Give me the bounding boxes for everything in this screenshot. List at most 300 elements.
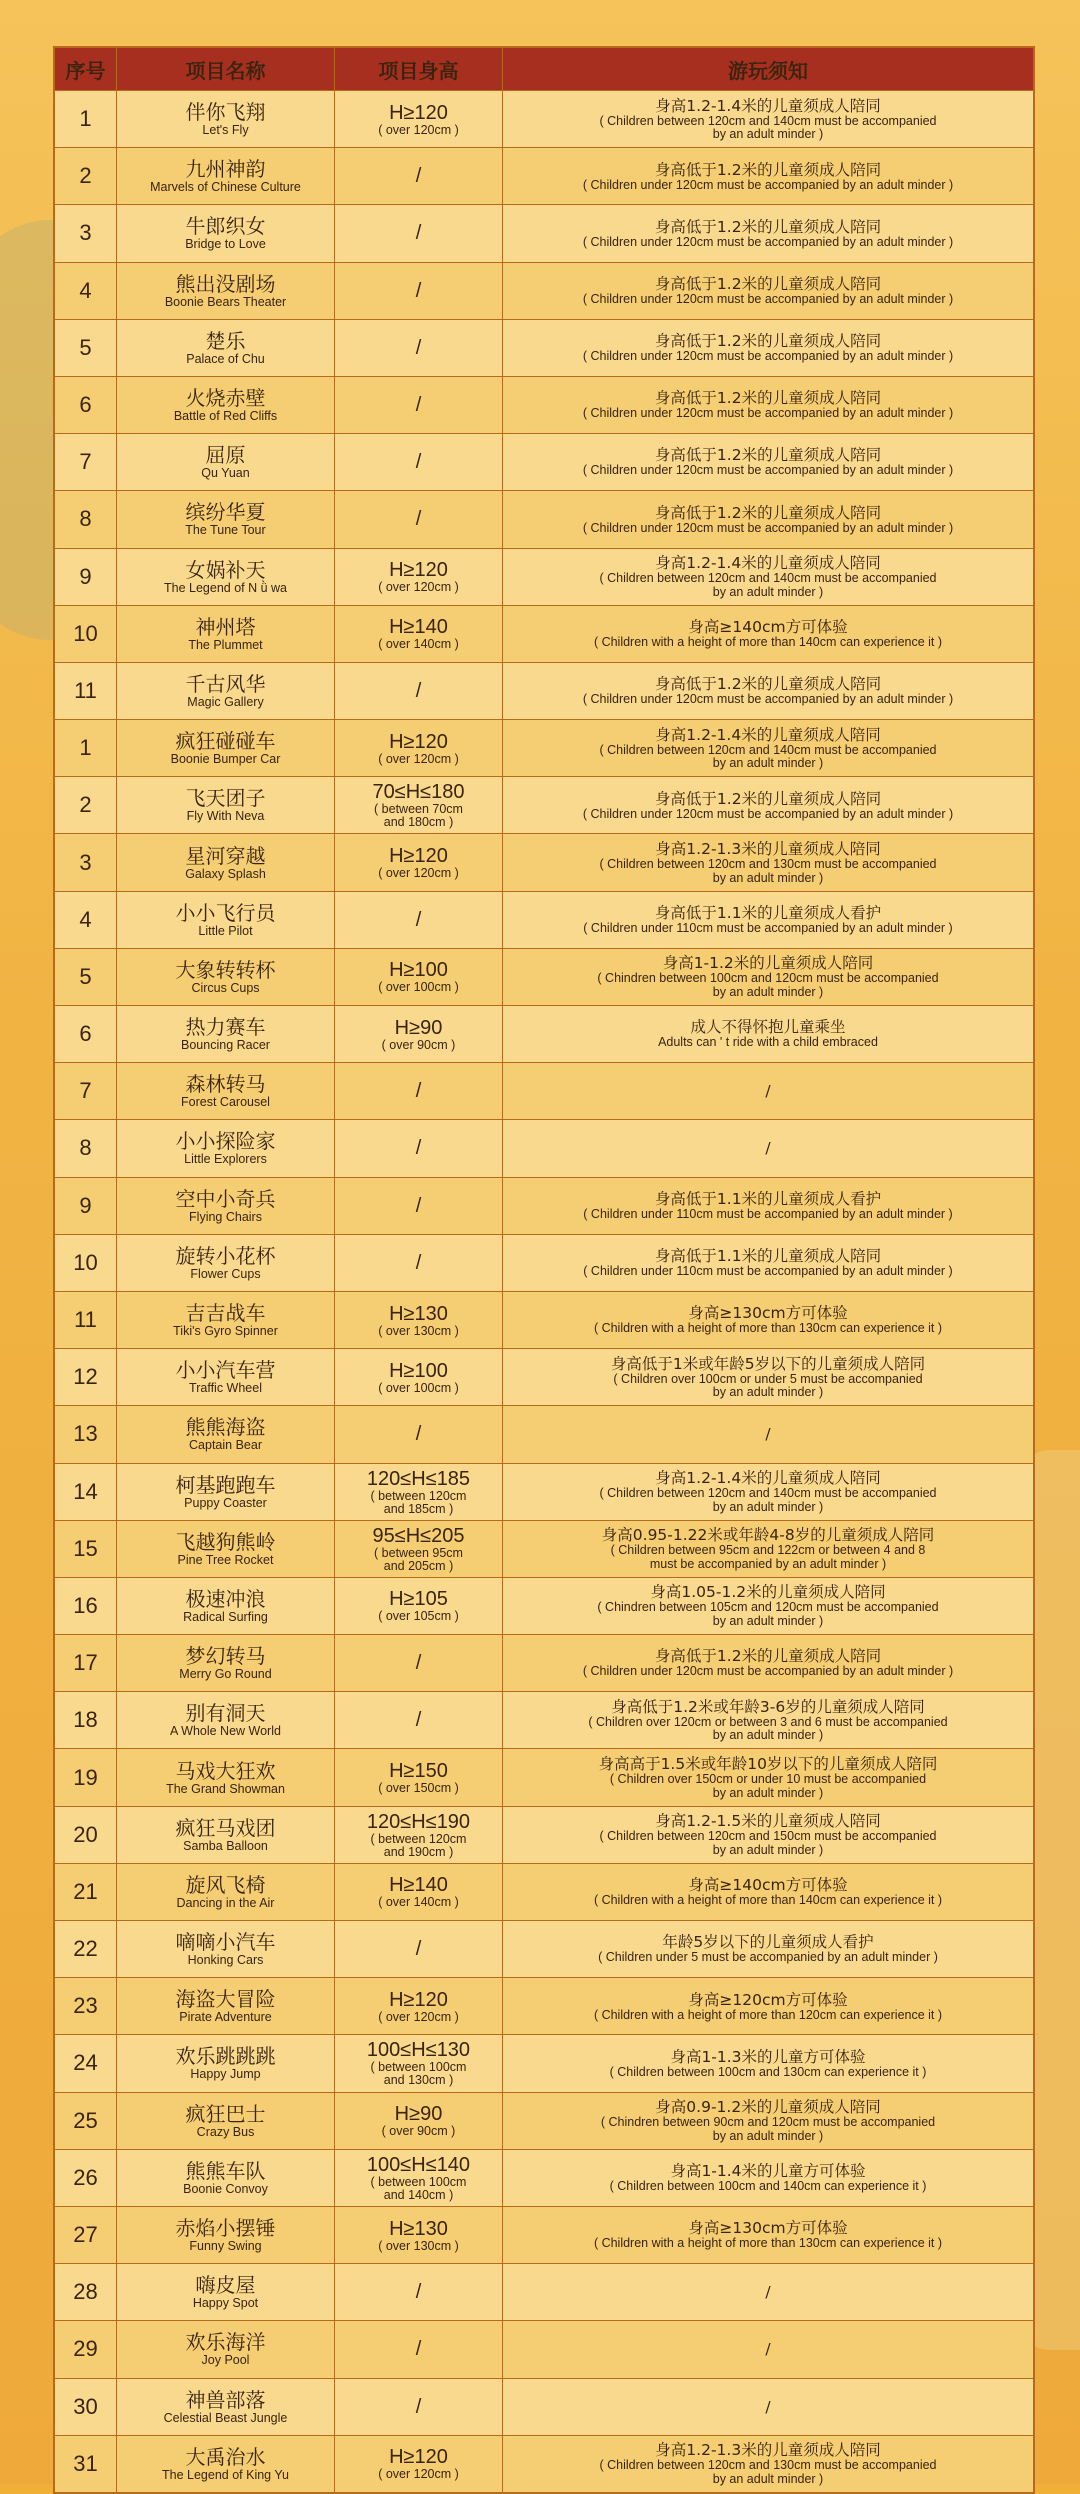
height-requirement: / [415, 336, 422, 359]
attraction-name-cell [117, 2035, 335, 2091]
attraction-name-en: Qu Yuan [201, 466, 250, 481]
table-row [55, 90, 1033, 147]
height-requirement-cell [335, 2150, 503, 2206]
attraction-name-zh: 火烧赤壁 [185, 386, 266, 411]
table-row [55, 1748, 1033, 1805]
attraction-name-cell [117, 2207, 335, 2263]
row-number: 4 [79, 277, 92, 303]
height-requirement-detail: ( over 140cm ) [378, 637, 459, 652]
notice-en: ( Children between 100cm and 140cm can experience it ) [609, 2179, 927, 2194]
table-row [55, 1520, 1033, 1577]
notice-zh: 身高0.95-1.22米或年龄4-8岁的儿童须成人陪同 [601, 1526, 935, 1545]
notice-en: ( Children between 120cm and 140cm must be accompanied by an adult minder ) [599, 113, 937, 142]
row-number-cell [55, 263, 117, 319]
attraction-name-zh: 疯狂马戏团 [175, 1815, 276, 1840]
notice-en: ( Children between 120cm and 150cm must be accompanied by an adult minder ) [599, 1829, 937, 1857]
row-number-cell [55, 1578, 117, 1634]
notice-zh: 身高低于1.2米的儿童须成人陪同 [654, 332, 882, 351]
height-requirement-cell [335, 491, 503, 547]
row-number: 11 [74, 1307, 97, 1333]
row-number: 9 [79, 1192, 92, 1218]
attraction-name-cell [117, 377, 335, 433]
notice-zh: 身高低于1.2米的儿童须成人陪同 [654, 217, 882, 236]
height-requirement-detail: ( over 130cm ) [378, 1323, 459, 1338]
row-number-cell [55, 2150, 117, 2206]
table-body [55, 90, 1033, 2492]
notice-cell [503, 720, 1033, 776]
attraction-name-cell [117, 606, 335, 662]
height-requirement-cell [335, 91, 503, 147]
height-requirement: H≥90 [394, 2103, 443, 2126]
attraction-name-en: Joy Pool [201, 2353, 250, 2368]
notice-zh: / [765, 2340, 771, 2359]
header-no: 序号 [55, 48, 117, 90]
notice-cell [503, 1063, 1033, 1119]
notice-zh: 身高≥130cm方可体验 [688, 1304, 848, 1323]
attraction-name-en: Funny Swing [189, 2239, 262, 2254]
attraction-name-zh: 嗨皮屋 [195, 2273, 256, 2298]
notice-zh: 身高1-1.3米的儿童方可体验 [670, 2047, 866, 2066]
attraction-name-zh: 旋风飞椅 [185, 1872, 266, 1897]
row-number: 7 [79, 449, 92, 475]
table-row [55, 490, 1033, 547]
attraction-name-cell [117, 91, 335, 147]
table-row [55, 1234, 1033, 1291]
attraction-name-zh: 旋转小花杯 [175, 1243, 276, 1268]
height-requirement: / [415, 1080, 422, 1103]
row-number: 29 [73, 2336, 98, 2362]
row-number-cell [55, 2436, 117, 2492]
height-requirement: H≥120 [389, 845, 448, 868]
notice-en: ( Children between 95cm and 122cm or between 4 and 8 must be accompanied by an adult minder ) [610, 1543, 926, 1571]
notice-en: ( Children under 110cm must be accompanied by an adult minder ) [583, 1206, 953, 1221]
table-row [55, 605, 1033, 662]
row-number-cell [55, 434, 117, 490]
height-requirement: H≥120 [389, 1988, 448, 2011]
row-number-cell [55, 1692, 117, 1748]
notice-cell [503, 2150, 1033, 2206]
row-number-cell [55, 2035, 117, 2091]
row-number: 15 [73, 1535, 98, 1561]
height-requirement-cell [335, 1292, 503, 1348]
attraction-name-zh: 小小探险家 [175, 1129, 276, 1154]
row-number: 5 [79, 334, 92, 360]
height-requirement: / [415, 1137, 422, 1160]
height-requirement: / [415, 1652, 422, 1675]
attraction-name-cell [117, 2093, 335, 2149]
attraction-name-zh: 屈原 [205, 443, 246, 468]
height-requirement-cell [335, 549, 503, 605]
row-number: 2 [79, 792, 92, 818]
height-requirement-cell [335, 1464, 503, 1520]
height-requirement-detail: ( between 120cm and 190cm ) [370, 1831, 467, 1859]
attraction-name-cell [117, 434, 335, 490]
attraction-name-en: The Tune Tour [185, 523, 266, 538]
height-requirement-detail: ( between 70cm and 180cm ) [374, 802, 463, 830]
height-requirement-cell [335, 1235, 503, 1291]
height-requirement-cell [335, 148, 503, 204]
attraction-name-en: Bouncing Racer [181, 1038, 270, 1053]
attraction-name-en: Marvels of Chinese Culture [150, 180, 301, 195]
attraction-name-cell [117, 1921, 335, 1977]
table-row [55, 1977, 1033, 2034]
header-notice: 游玩须知 [728, 58, 808, 83]
row-number-cell [55, 892, 117, 948]
height-requirement-detail: ( over 90cm ) [381, 2124, 456, 2139]
table-row [55, 1405, 1033, 1462]
attraction-name-zh: 熊熊车队 [185, 2158, 266, 2183]
height-requirement: / [415, 2281, 422, 2304]
notice-zh: 身高1-1.2米的儿童须成人陪同 [662, 954, 874, 973]
notice-cell [503, 148, 1033, 204]
attraction-name-cell [117, 1978, 335, 2034]
row-number: 10 [73, 620, 98, 646]
notice-cell [503, 1749, 1033, 1805]
row-number-cell [55, 1864, 117, 1920]
attraction-name-en: Pine Tree Rocket [177, 1552, 274, 1567]
attraction-name-cell [117, 777, 335, 833]
table-row [55, 319, 1033, 376]
height-requirement-detail: ( between 100cm and 140cm ) [370, 2174, 467, 2202]
attraction-name-cell [117, 1063, 335, 1119]
notice-cell [503, 2436, 1033, 2492]
height-requirement: H≥100 [389, 959, 448, 982]
table-row [55, 891, 1033, 948]
height-requirement: H≥100 [389, 1359, 448, 1382]
attraction-name-cell [117, 205, 335, 261]
height-requirement-cell [335, 949, 503, 1005]
notice-en: ( Children under 120cm must be accompanied by an adult minder ) [582, 806, 954, 821]
height-requirement: 70≤H≤180 [372, 781, 465, 804]
notice-cell [503, 91, 1033, 147]
attraction-name-cell [117, 2436, 335, 2492]
height-requirement-cell [335, 606, 503, 662]
row-number-cell [55, 2264, 117, 2320]
attraction-name-cell [117, 1692, 335, 1748]
row-number: 18 [73, 1707, 98, 1733]
notice-zh: 身高低于1.2米或年龄3-6岁的儿童须成人陪同 [611, 1697, 925, 1716]
row-number: 10 [73, 1249, 98, 1275]
notice-zh: 身高低于1.2米的儿童须成人陪同 [654, 274, 882, 293]
row-number-cell [55, 2379, 117, 2435]
attraction-name-zh: 疯狂碰碰车 [175, 729, 276, 754]
height-requirement-cell [335, 263, 503, 319]
notice-cell [503, 1921, 1033, 1977]
row-number: 7 [79, 1078, 92, 1104]
notice-zh: 身高低于1.2米的儿童须成人陪同 [654, 1647, 882, 1666]
notice-zh: 身高1.05-1.2米的儿童须成人陪同 [650, 1583, 886, 1602]
row-number: 9 [79, 563, 92, 589]
notice-en: ( Children with a height of more than 130cm can experience it ) [593, 2236, 943, 2251]
attraction-name-cell [117, 549, 335, 605]
attraction-name-en: The Legend of King Yu [162, 2467, 289, 2482]
attraction-name-en: Little Pilot [198, 923, 253, 938]
row-number-cell [55, 1521, 117, 1577]
row-number-cell [55, 663, 117, 719]
attraction-name-cell [117, 1635, 335, 1691]
table-row [55, 1920, 1033, 1977]
height-requirement-detail: ( over 120cm ) [378, 122, 459, 137]
notice-cell [503, 377, 1033, 433]
notice-en: ( Children under 5 must be accompanied by an adult minder ) [598, 1950, 938, 1965]
height-requirement-cell [335, 834, 503, 890]
height-requirement-cell [335, 1749, 503, 1805]
attraction-name-en: Happy Spot [192, 2296, 259, 2311]
table-row [55, 2378, 1033, 2435]
notice-cell [503, 606, 1033, 662]
table-row [55, 376, 1033, 433]
height-requirement: / [415, 2395, 422, 2418]
height-requirement-cell [335, 1578, 503, 1634]
notice-cell [503, 2035, 1033, 2091]
height-requirement: / [415, 279, 422, 302]
notice-zh: / [765, 2397, 771, 2416]
notice-cell [503, 1521, 1033, 1577]
attraction-name-cell [117, 1864, 335, 1920]
row-number: 19 [73, 1764, 98, 1790]
table-row [55, 719, 1033, 776]
row-number: 6 [79, 392, 92, 418]
notice-en: ( Children over 150cm or under 10 must be accompanied by an adult minder ) [609, 1772, 927, 1800]
height-requirement-detail: ( over 120cm ) [378, 866, 459, 881]
height-requirement: / [415, 1194, 422, 1217]
table-row [55, 776, 1033, 833]
attraction-name-zh: 小小飞行员 [175, 900, 276, 925]
notice-cell [503, 892, 1033, 948]
table-row [55, 1577, 1033, 1634]
height-requirement-cell [335, 663, 503, 719]
row-number: 12 [73, 1364, 98, 1390]
table-row [55, 1119, 1033, 1176]
height-requirement: H≥140 [389, 1874, 448, 1897]
notice-zh: 身高低于1.1米的儿童须成人看护 [654, 903, 882, 922]
notice-zh: 身高低于1.2米的儿童须成人陪同 [654, 446, 882, 465]
height-requirement: / [415, 1251, 422, 1274]
row-number-cell [55, 1464, 117, 1520]
notice-cell [503, 1406, 1033, 1462]
attraction-name-en: Honking Cars [187, 1953, 264, 1968]
height-requirement-cell [335, 320, 503, 376]
notice-cell [503, 1864, 1033, 1920]
attraction-name-en: Samba Balloon [183, 1838, 268, 1853]
attraction-name-cell [117, 320, 335, 376]
notice-zh: 身高1.2-1.4米的儿童须成人陪同 [655, 96, 881, 115]
notice-cell [503, 2093, 1033, 2149]
attraction-name-en: The Grand Showman [166, 1781, 285, 1796]
table-row [55, 662, 1033, 719]
attraction-name-cell [117, 1807, 335, 1863]
notice-en: ( Children under 110cm must be accompanied by an adult minder ) [583, 1264, 953, 1279]
attraction-name-zh: 疯狂巴士 [185, 2101, 266, 2126]
notice-cell [503, 1178, 1033, 1234]
row-number-cell [55, 1921, 117, 1977]
notice-zh: 年龄5岁以下的儿童须成人看护 [662, 1933, 874, 1952]
height-requirement: H≥150 [389, 1760, 448, 1783]
height-requirement: / [415, 394, 422, 417]
attraction-name-en: The Legend of N ǜ wa [164, 580, 287, 595]
attraction-name-cell [117, 1292, 335, 1348]
row-number-cell [55, 949, 117, 1005]
notice-zh: 身高高于1.5米或年龄10岁以下的儿童须成人陪同 [598, 1755, 938, 1774]
height-requirement-cell [335, 205, 503, 261]
notice-cell [503, 320, 1033, 376]
attraction-name-zh: 伴你飞翔 [185, 100, 266, 125]
row-number-cell [55, 2093, 117, 2149]
height-requirement: 100≤H≤140 [366, 2153, 471, 2176]
notice-cell [503, 491, 1033, 547]
notice-cell [503, 949, 1033, 1005]
height-requirement-detail: ( over 120cm ) [378, 580, 459, 595]
height-requirement-cell [335, 2321, 503, 2377]
height-requirement-detail: ( over 100cm ) [378, 980, 459, 995]
attraction-name-en: Crazy Bus [196, 2124, 255, 2139]
row-number-cell [55, 549, 117, 605]
height-requirement: / [415, 1709, 422, 1732]
row-number: 16 [73, 1592, 98, 1618]
notice-en: ( Children over 100cm or under 5 must be accompanied by an adult minder ) [613, 1371, 923, 1400]
attraction-name-zh: 飞天团子 [185, 786, 266, 811]
notice-cell [503, 1807, 1033, 1863]
height-requirement-cell [335, 2436, 503, 2492]
row-number-cell [55, 205, 117, 261]
row-number-cell [55, 2321, 117, 2377]
attraction-name-en: Fly With Neva [186, 809, 265, 824]
notice-en: ( Children with a height of more than 120cm can experience it ) [593, 2007, 943, 2022]
height-requirement-cell [335, 377, 503, 433]
attraction-name-en: Boonie Bumper Car [170, 752, 281, 767]
table-row [55, 1806, 1033, 1863]
notice-en: ( Children over 120cm or between 3 and 6 must be accompanied by an adult minder ) [588, 1714, 948, 1743]
notice-zh: 身高低于1.2米的儿童须成人陪同 [654, 503, 882, 522]
height-requirement: / [415, 679, 422, 702]
attraction-name-en: Let's Fly [202, 123, 249, 138]
notice-en: ( Children between 120cm and 130cm must be accompanied by an adult minder ) [599, 2458, 937, 2486]
height-requirement: / [415, 908, 422, 931]
attraction-name-cell [117, 1521, 335, 1577]
row-number: 13 [73, 1421, 98, 1447]
attraction-name-cell [117, 2321, 335, 2377]
notice-zh: / [765, 1139, 771, 1158]
attraction-name-zh: 九州神韵 [185, 157, 266, 182]
row-number-cell [55, 91, 117, 147]
table-row [55, 1291, 1033, 1348]
height-requirement: H≥120 [389, 2446, 448, 2469]
attraction-name-cell [117, 148, 335, 204]
attraction-name-en: Puppy Coaster [184, 1495, 267, 1510]
height-requirement-cell [335, 720, 503, 776]
row-number-cell [55, 1349, 117, 1405]
attraction-name-zh: 飞越狗熊岭 [175, 1529, 276, 1554]
table-row [55, 262, 1033, 319]
height-requirement: H≥140 [389, 616, 448, 639]
table-row [55, 204, 1033, 261]
table-row [55, 1177, 1033, 1234]
row-number: 20 [73, 1821, 98, 1847]
table-row [55, 2263, 1033, 2320]
notice-cell [503, 1978, 1033, 2034]
attraction-name-zh: 吉吉战车 [185, 1301, 266, 1326]
notice-zh: 身高低于1.2米的儿童须成人陪同 [654, 389, 882, 408]
height-requirement: H≥120 [389, 559, 448, 582]
attraction-name-cell [117, 263, 335, 319]
height-requirement-cell [335, 1063, 503, 1119]
height-requirement-cell [335, 1178, 503, 1234]
notice-zh: 身高1.2-1.4米的儿童须成人陪同 [655, 1469, 881, 1488]
table-row [55, 548, 1033, 605]
row-number-cell [55, 1006, 117, 1062]
notice-zh: 身高≥140cm方可体验 [688, 618, 848, 637]
attraction-name-cell [117, 949, 335, 1005]
attraction-name-en: Boonie Bears Theater [164, 294, 287, 309]
row-number: 3 [79, 849, 92, 875]
attraction-name-zh: 赤焰小摆锤 [175, 2216, 276, 2241]
height-requirement-cell [335, 1120, 503, 1176]
notice-en: ( Children between 120cm and 140cm must be accompanied by an adult minder ) [599, 571, 937, 599]
notice-en: ( Children under 120cm must be accompanied by an adult minder ) [582, 177, 954, 192]
attraction-name-zh: 柯基跑跑车 [175, 1472, 276, 1497]
height-requirement: H≥90 [394, 1016, 443, 1039]
notice-en: ( Children under 120cm must be accompanied by an adult minder ) [582, 692, 954, 707]
height-requirement-cell [335, 1864, 503, 1920]
height-requirement-cell [335, 1406, 503, 1462]
notice-cell [503, 1464, 1033, 1520]
height-requirement-detail: ( over 120cm ) [378, 2009, 459, 2024]
notice-en: ( Children between 120cm and 140cm must be accompanied by an adult minder ) [599, 742, 937, 771]
table-row [55, 1348, 1033, 1405]
height-requirement: / [415, 165, 422, 188]
attraction-name-cell [117, 834, 335, 890]
row-number: 26 [73, 2164, 98, 2190]
attraction-name-en: Happy Jump [190, 2067, 261, 2082]
height-requirement-cell [335, 1521, 503, 1577]
attraction-name-cell [117, 2150, 335, 2206]
table-header [55, 48, 1033, 90]
attraction-name-en: Flower Cups [190, 1266, 261, 1281]
attraction-name-zh: 熊熊海盗 [185, 1415, 266, 1440]
attraction-name-zh: 马戏大狂欢 [175, 1758, 276, 1783]
height-requirement-cell [335, 1692, 503, 1748]
notice-zh: / [765, 1425, 771, 1444]
notice-cell [503, 2379, 1033, 2435]
attraction-name-en: Captain Bear [189, 1438, 262, 1453]
row-number: 27 [73, 2222, 98, 2248]
attraction-name-en: Palace of Chu [186, 351, 265, 366]
attraction-name-en: Radical Surfing [183, 1609, 268, 1624]
attraction-name-en: Merry Go Round [179, 1667, 272, 1682]
row-number: 28 [73, 2279, 98, 2305]
height-requirement-cell [335, 1349, 503, 1405]
notice-en: ( Children under 120cm must be accompanied by an adult minder ) [582, 463, 954, 478]
height-requirement-detail: ( over 120cm ) [378, 751, 459, 766]
attraction-name-cell [117, 720, 335, 776]
row-number-cell [55, 1292, 117, 1348]
row-number-cell [55, 1807, 117, 1863]
attraction-name-zh: 千古风华 [185, 671, 266, 696]
notice-zh: 身高低于1.1米的儿童须成人看护 [654, 1189, 882, 1208]
attraction-name-zh: 牛郎织女 [185, 214, 266, 239]
notice-zh: 身高1.2-1.3米的儿童须成人陪同 [655, 2441, 881, 2460]
attraction-name-en: Tiki's Gyro Spinner [173, 1324, 278, 1339]
notice-cell [503, 1292, 1033, 1348]
height-requirement: 95≤H≤205 [372, 1524, 465, 1547]
attraction-name-en: Pirate Adventure [179, 2010, 272, 2025]
row-number: 22 [73, 1936, 98, 1962]
attraction-name-en: Bridge to Love [185, 237, 266, 252]
height-requirement-cell [335, 2379, 503, 2435]
notice-zh: 身高0.9-1.2米的儿童须成人陪同 [655, 2098, 881, 2117]
notice-zh: 成人不得怀抱儿童乘坐 [690, 1018, 846, 1037]
attraction-name-en: Dancing in the Air [176, 1895, 275, 1910]
